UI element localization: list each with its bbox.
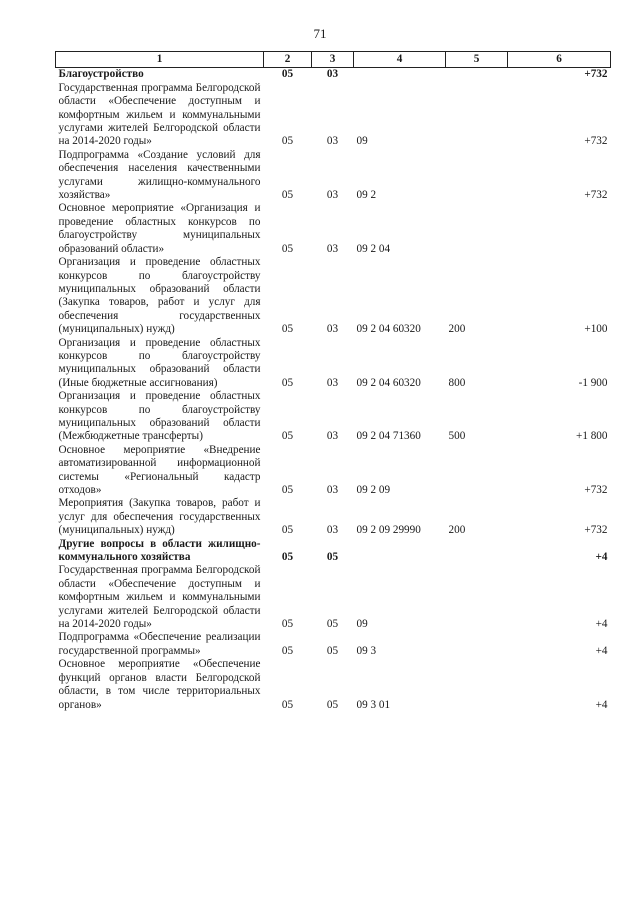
row-target-article-cell: 09	[356, 135, 368, 148]
budget-table	[55, 51, 611, 712]
row-subsection-cell: 05	[326, 698, 339, 711]
row-expense-type-cell: 800	[448, 376, 466, 389]
row-amount-cell: +100	[584, 323, 608, 336]
table-row	[56, 564, 611, 631]
row-name-cell: Благоустройство	[58, 68, 144, 81]
row-expense-type-cell	[446, 444, 508, 498]
row-expense-type-cell	[446, 82, 508, 149]
row-amount-cell: +4	[595, 644, 608, 657]
row-name-cell: Подпрограмма «Создание условий для обеспечения населения качественными услугами жилищно-коммунального хозяйства»	[58, 148, 261, 202]
row-amount-cell: +732	[584, 135, 608, 148]
table-row	[56, 256, 611, 336]
row-expense-type-cell	[446, 68, 508, 82]
table-row	[56, 538, 611, 565]
row-section-cell: 05	[281, 644, 294, 657]
row-subsection-cell: 03	[326, 68, 339, 81]
row-subsection-cell: 03	[326, 323, 339, 336]
row-subsection-cell: 03	[326, 242, 339, 255]
row-expense-type-cell: 200	[448, 323, 466, 336]
row-target-article-cell: 09 2 04 71360	[356, 430, 421, 443]
row-subsection-cell: 05	[326, 618, 339, 631]
row-name-cell: Основное мероприятие «Организация и проведение областных конкурсов по благоустройству муниципальных образований области»	[58, 202, 261, 255]
table-header-row	[56, 52, 611, 68]
row-name-cell: Подпрограмма «Обеспечение реализации государственной программы»	[58, 631, 261, 657]
row-target-article-cell	[354, 538, 446, 565]
row-expense-type-cell	[446, 564, 508, 631]
column-header-5: 5	[446, 52, 508, 68]
row-subsection-cell: 03	[326, 524, 339, 537]
row-target-article-cell: 09	[356, 618, 368, 631]
row-target-article-cell: 09 2 09	[356, 484, 391, 496]
table-row	[56, 68, 611, 82]
row-section-cell: 05	[281, 484, 294, 496]
row-target-article-cell: 09 2 09 29990	[356, 524, 421, 537]
row-amount-cell: +1 800	[576, 430, 608, 443]
column-header-3: 3	[312, 52, 354, 68]
row-target-article-cell: 09 3	[356, 644, 377, 657]
row-section-cell: 05	[281, 376, 294, 389]
row-subsection-cell: 05	[326, 551, 339, 564]
row-amount-cell: +4	[595, 618, 608, 631]
row-subsection-cell: 05	[326, 644, 339, 657]
row-name-cell: Другие вопросы в области жилищно-коммунального хозяйства	[58, 537, 261, 564]
table-row	[56, 149, 611, 203]
row-section-cell: 05	[281, 618, 294, 631]
table-body	[56, 68, 611, 712]
row-section-cell: 05	[281, 524, 294, 537]
row-section-cell: 05	[281, 551, 294, 564]
row-amount-cell: +732	[584, 484, 608, 496]
row-subsection-cell: 03	[326, 135, 339, 148]
row-subsection-cell: 03	[326, 189, 339, 202]
table-row	[56, 337, 611, 391]
row-section-cell: 05	[281, 242, 294, 255]
row-section-cell: 05	[281, 698, 294, 711]
row-name-cell: Мероприятия (Закупка товаров, работ и услуг для обеспечения государственных (муниципальных) нужд)	[58, 497, 261, 537]
column-header-1: 1	[56, 52, 264, 68]
row-expense-type-cell	[446, 538, 508, 565]
row-section-cell: 05	[281, 189, 294, 202]
column-header-6: 6	[508, 52, 611, 68]
column-header-2: 2	[264, 52, 312, 68]
column-header-4: 4	[354, 52, 446, 68]
row-target-article-cell: 09 3 01	[356, 698, 391, 711]
row-target-article-cell: 09 2 04	[356, 242, 391, 255]
row-expense-type-cell	[446, 149, 508, 203]
row-section-cell: 05	[281, 135, 294, 148]
row-amount-cell: +732	[584, 68, 608, 81]
row-target-article-cell: 09 2 04 60320	[356, 323, 421, 336]
table-row	[56, 82, 611, 149]
row-name-cell: Организация и проведение областных конкурсов по благоустройству муниципальных образований области (Иные бюджетные ассигнования)	[58, 336, 261, 389]
row-section-cell: 05	[281, 430, 294, 443]
row-amount-cell: +732	[584, 524, 608, 537]
row-name-cell: Государственная программа Белгородской области «Обеспечение доступным и комфортным жильем и коммунальными услугами жителей Белгородской области на 2014-2020 годы»	[58, 564, 261, 631]
row-amount-cell: +4	[595, 551, 608, 564]
table-row	[56, 444, 611, 498]
row-amount-cell: +732	[584, 189, 608, 202]
row-expense-type-cell	[446, 202, 508, 256]
row-name-cell: Организация и проведение областных конкурсов по благоустройству муниципальных образований области (Межбюджетные трансферты)	[58, 390, 261, 443]
row-subsection-cell: 03	[326, 484, 339, 496]
row-expense-type-cell	[446, 658, 508, 712]
row-expense-type-cell: 200	[448, 524, 466, 537]
table-row	[56, 497, 611, 537]
row-subsection-cell: 03	[326, 430, 339, 443]
row-subsection-cell: 03	[326, 376, 339, 389]
row-section-cell: 05	[281, 323, 294, 336]
row-section-cell: 05	[281, 68, 294, 81]
row-name-cell: Организация и проведение областных конкурсов по благоустройству муниципальных образований области (Закупка товаров, работ и услуг для обеспечения государственных (муниципальных) нужд)	[58, 256, 261, 336]
row-amount-cell: +4	[595, 698, 608, 711]
page-number: 71	[313, 26, 327, 41]
row-name-cell: Государственная программа Белгородской области «Обеспечение доступным и комфортным жильем и коммунальными услугами жителей Белгородской области на 2014-2020 годы»	[58, 81, 261, 148]
row-expense-type-cell: 500	[448, 430, 466, 443]
table-row	[56, 202, 611, 256]
table-row	[56, 390, 611, 444]
row-amount-cell	[508, 202, 611, 256]
table-row	[56, 631, 611, 658]
row-amount-cell: -1 900	[578, 376, 608, 389]
row-target-article-cell: 09 2	[356, 189, 377, 202]
row-expense-type-cell	[446, 631, 508, 658]
row-target-article-cell: 09 2 04 60320	[356, 376, 421, 389]
row-name-cell: Основное мероприятие «Внедрение автоматизированной информационной системы «Региональный кадастр отходов»	[58, 443, 261, 496]
row-target-article-cell	[354, 68, 446, 82]
row-name-cell: Основное мероприятие «Обеспечение функций органов власти Белгородской области, в том числе территориальных органов»	[58, 658, 261, 711]
table-row	[56, 658, 611, 712]
